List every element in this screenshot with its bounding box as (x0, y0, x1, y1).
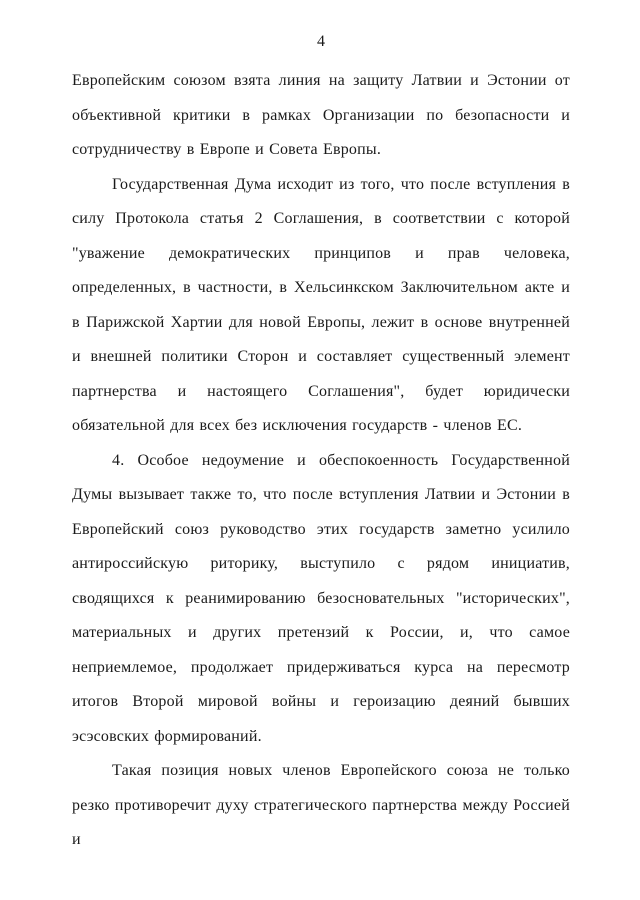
paragraph: Такая позиция новых членов Европейского союза не только резко противоречит духу стратегического партнерства между Россией и (72, 762, 570, 848)
paragraph-continuation: Европейским союзом взята линия на защиту Латвии и Эстонии от объективной критики в рамках Организации по безопасности и сотрудничеству в Европе и Совета Европы. (72, 72, 570, 158)
paragraph-item-4: 4. Особое недоумение и обеспокоенность Государственной Думы вызывает также то, что после вступления Латвии и Эстонии в Европейский союз руководство этих государств заметно усилило антироссийскую риторику, выступило с рядом инициатив, сводящихся к реанимированию безосновательных "исторических", материальных и других претензий к России, и, что самое неприемлемое, продолжает придерживаться курса на пересмотр итогов Второй мировой войны и героизацию деяний бывших эсэсовских формирований. (72, 451, 570, 745)
page-number: 4 (317, 33, 325, 50)
document-body (72, 64, 570, 858)
paragraph: Государственная Дума исходит из того, что после вступления в силу Протокола статья 2 Соглашения, в соответствии с которой "уважение демократических принципов и прав человека, определенных, в частности, в Хельсинкском Заключительном акте и в Парижской Хартии для новой Европы, лежит в основе внутренней и внешней политики Сторон и составляет существенный элемент партнерства и настоящего Соглашения", будет юридически обязательной для всех без исключения государств - членов ЕС. (72, 175, 570, 434)
